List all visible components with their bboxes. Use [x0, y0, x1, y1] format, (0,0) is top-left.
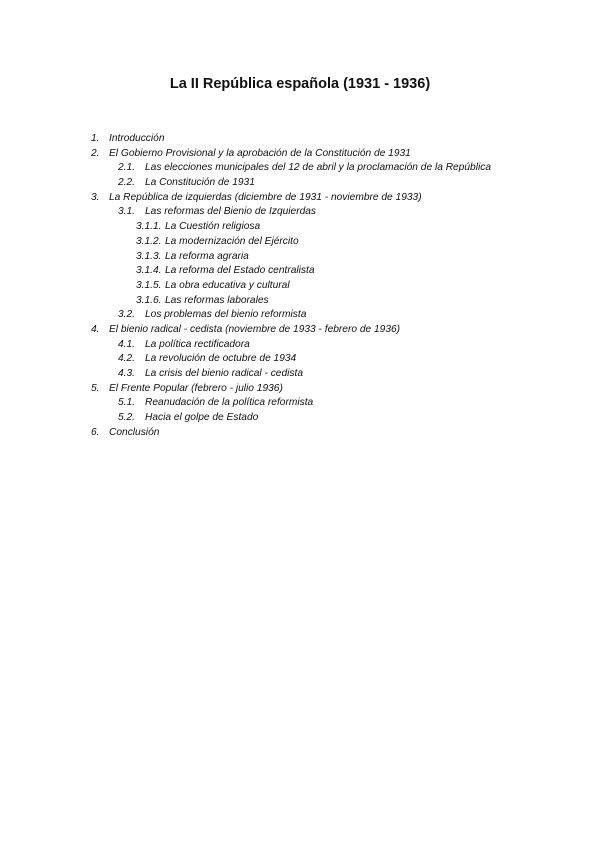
toc-entry: [0, 294, 600, 309]
toc-entry-text: Los problemas del bienio reformista: [145, 309, 307, 321]
toc-entry-text: El Gobierno Provisional y la aprobación de la Constitución de 1931: [109, 147, 411, 159]
toc-entry-number: 4.3.: [118, 368, 135, 379]
toc-entry-text: La crisis del bienio radical - cedista: [145, 368, 303, 379]
toc-entry-number: 1.: [91, 133, 100, 144]
toc-entry-number: 2.1.: [118, 162, 135, 174]
table-of-contents: [0, 132, 600, 440]
toc-entry-number: 2.2.: [118, 177, 135, 189]
toc-entry-number: 3.1.5.: [136, 279, 162, 291]
toc-entry-number: 3.: [91, 191, 100, 203]
toc-entry: [0, 367, 600, 382]
toc-entry: [0, 352, 600, 367]
toc-entry-text: Introducción: [109, 133, 165, 144]
toc-entry: [0, 396, 600, 411]
toc-entry: [0, 308, 600, 323]
toc-entry-number: 3.1.: [118, 206, 135, 218]
toc-entry-text: Reanudación de la política reformista: [145, 397, 314, 409]
toc-entry: [0, 161, 600, 176]
toc-entry-number: 3.1.4.: [136, 265, 162, 277]
toc-entry-number: 3.2.: [118, 309, 135, 321]
toc-entry-text: Las elecciones municipales del 12 de abril y la proclamación de la República: [145, 162, 492, 174]
toc-entry-text: Conclusión: [109, 426, 160, 438]
toc-entry-text: La reforma del Estado centralista: [165, 265, 315, 277]
toc-entry: [0, 426, 600, 441]
toc-entry-text: La política rectificadora: [145, 338, 250, 350]
toc-entry-number: 3.1.6.: [136, 294, 162, 306]
toc-entry-number: 3.1.3.: [136, 250, 162, 262]
toc-entry: [0, 338, 600, 353]
toc-entry-text: La revolución de octubre de 1934: [145, 353, 297, 365]
toc-entry: [0, 279, 600, 294]
toc-entry: [0, 205, 600, 220]
toc-entry-text: La obra educativa y cultural: [165, 279, 290, 291]
toc-entry: [0, 235, 600, 250]
toc-entry-number: 4.2.: [118, 353, 135, 365]
toc-entry-number: 3.1.2.: [136, 235, 162, 247]
toc-entry-number: 2.: [91, 147, 100, 159]
document-title: La II República española (1931 - 1936): [169, 76, 431, 92]
toc-entry: [0, 220, 600, 235]
toc-entry: [0, 132, 600, 147]
toc-entry-text: La reforma agraria: [165, 250, 249, 262]
toc-entry-text: El Frente Popular (febrero - julio 1936): [109, 382, 283, 394]
toc-entry: [0, 411, 600, 426]
toc-entry-text: La Cuestión religiosa: [165, 221, 261, 233]
toc-entry: [0, 382, 600, 397]
toc-entry-text: El bienio radical - cedista (noviembre de 1933 - febrero de 1936): [109, 323, 401, 335]
toc-entry-number: 5.1.: [118, 397, 135, 409]
toc-entry-text: La República de izquierdas (diciembre de 1931 - noviembre de 1933): [109, 191, 422, 203]
toc-entry-number: 5.2.: [118, 412, 135, 424]
toc-entry: [0, 147, 600, 162]
toc-entry-text: Hacia el golpe de Estado: [145, 412, 259, 424]
toc-entry-number: 5.: [91, 382, 100, 394]
toc-entry-number: 3.1.1.: [136, 221, 162, 233]
toc-entry-number: 4.1.: [118, 338, 135, 350]
toc-entry: [0, 323, 600, 338]
toc-entry-text: La modernización del Ejército: [165, 235, 299, 247]
toc-entry-text: Las reformas laborales: [165, 294, 269, 306]
toc-entry-text: La Constitución de 1931: [145, 177, 255, 189]
toc-entry: [0, 250, 600, 265]
toc-entry-text: Las reformas del Bienio de Izquierdas: [145, 206, 317, 218]
toc-entry: [0, 191, 600, 206]
toc-entry-number: 4.: [91, 323, 100, 335]
toc-entry: [0, 176, 600, 191]
toc-entry-number: 6.: [91, 426, 100, 438]
toc-entry: [0, 264, 600, 279]
